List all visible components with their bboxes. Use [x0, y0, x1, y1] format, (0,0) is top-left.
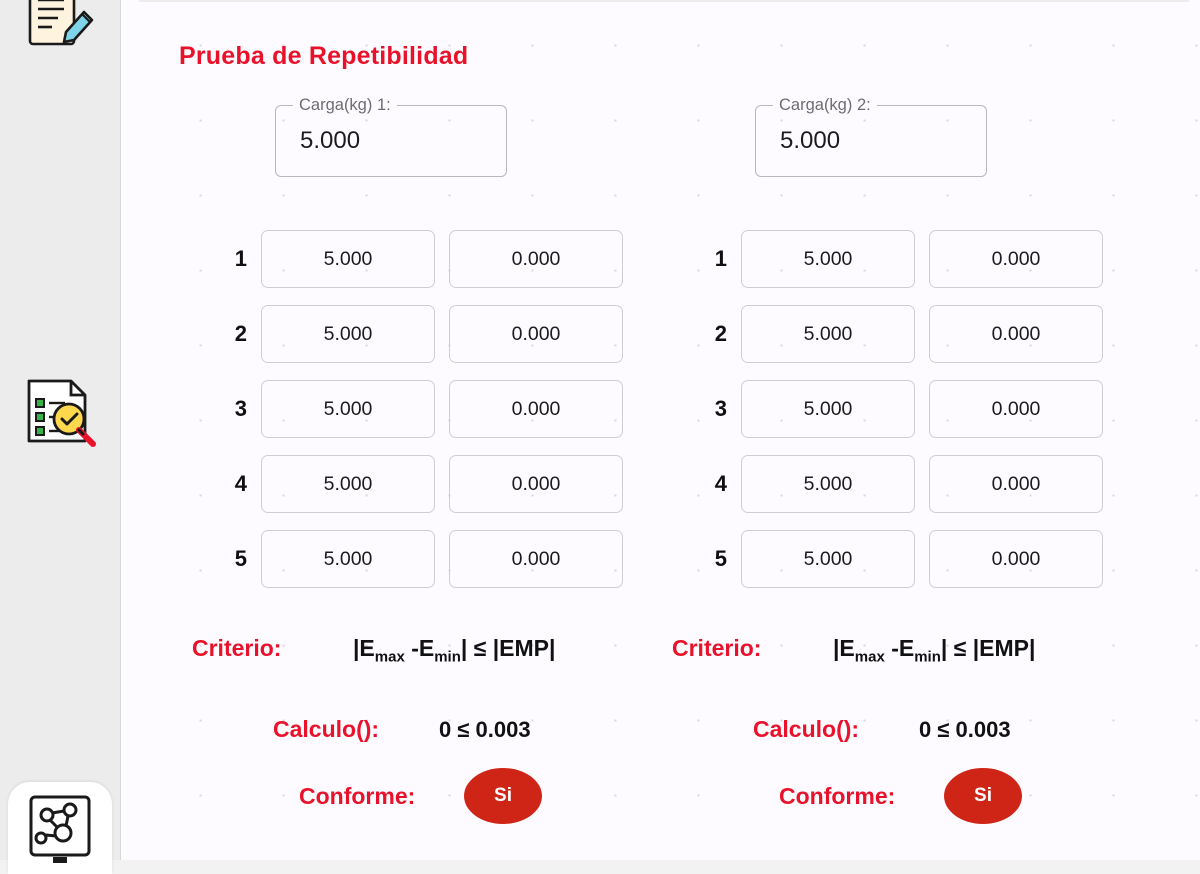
criterio-formula-pre: |E	[833, 635, 855, 661]
load-field-2-label: Carga(kg) 2:	[773, 94, 877, 116]
error-field[interactable]: 0.000	[449, 380, 623, 438]
conforme-label: Conforme:	[779, 783, 896, 809]
row-index: 1	[714, 246, 727, 271]
criterio-formula-post: | ≤ |EMP|	[940, 635, 1036, 661]
error-field[interactable]: 0.000	[929, 455, 1103, 513]
notes-icon[interactable]	[18, 0, 102, 66]
criterio-formula-post: | ≤ |EMP|	[460, 635, 556, 661]
row-index: 1	[234, 246, 247, 271]
reading-field[interactable]: 5.000	[741, 380, 915, 438]
reading-field[interactable]: 5.000	[261, 455, 435, 513]
error-field[interactable]: 0.000	[449, 455, 623, 513]
criterio-formula-sub-max: max	[854, 648, 885, 666]
criterio-formula-sub-min: min	[914, 648, 941, 666]
report-icon[interactable]	[18, 372, 102, 456]
row-index: 2	[234, 321, 247, 346]
error-field[interactable]: 0.000	[449, 230, 623, 288]
reading-field[interactable]: 5.000	[261, 380, 435, 438]
reading-field[interactable]: 5.000	[741, 455, 915, 513]
error-field[interactable]: 0.000	[929, 230, 1103, 288]
conforme-status-badge[interactable]: Si	[944, 768, 1022, 824]
calculo-value: 0 ≤ 0.003	[439, 717, 531, 742]
calculo-label: Calculo():	[753, 716, 860, 742]
top-divider	[139, 0, 1189, 2]
load-field-2-value: 5.000	[780, 127, 841, 154]
load-field-1-label: Carga(kg) 1:	[293, 94, 397, 116]
reading-field[interactable]: 5.000	[261, 305, 435, 363]
criterio-formula-mid: -E	[884, 635, 915, 661]
reading-field[interactable]: 5.000	[261, 530, 435, 588]
reading-field[interactable]: 5.000	[741, 530, 915, 588]
error-field[interactable]: 0.000	[929, 305, 1103, 363]
calculo-value: 0 ≤ 0.003	[919, 717, 1011, 742]
error-field[interactable]: 0.000	[929, 380, 1103, 438]
reading-field[interactable]: 5.000	[741, 305, 915, 363]
error-field[interactable]: 0.000	[449, 530, 623, 588]
load-field-2[interactable]	[755, 96, 987, 177]
criterio-formula	[353, 635, 555, 666]
criterio-formula	[833, 635, 1035, 666]
row-index: 5	[714, 546, 727, 571]
criterio-label: Criterio:	[672, 635, 762, 661]
criterio-formula-pre: |E	[353, 635, 375, 661]
chart-icon[interactable]	[8, 782, 112, 874]
repeatability-panel	[121, 0, 1200, 860]
load-field-1[interactable]	[275, 96, 507, 177]
row-index: 4	[234, 471, 247, 496]
row-index: 4	[714, 471, 727, 496]
error-field[interactable]: 0.000	[449, 305, 623, 363]
conforme-label: Conforme:	[299, 783, 416, 809]
criterio-formula-sub-min: min	[434, 648, 461, 666]
calculo-label: Calculo():	[273, 716, 380, 742]
conforme-status-badge[interactable]: Si	[464, 768, 542, 824]
left-rail	[0, 0, 121, 860]
load-field-1-value: 5.000	[300, 127, 361, 154]
criterio-label: Criterio:	[192, 635, 282, 661]
criterio-formula-sub-max: max	[374, 648, 405, 666]
page-title: Prueba de Repetibilidad	[179, 42, 469, 70]
error-field[interactable]: 0.000	[929, 530, 1103, 588]
row-index: 3	[714, 396, 727, 421]
row-index: 5	[234, 546, 247, 571]
criterio-formula-mid: -E	[404, 635, 435, 661]
row-index: 2	[714, 321, 727, 346]
reading-field[interactable]: 5.000	[261, 230, 435, 288]
reading-field[interactable]: 5.000	[741, 230, 915, 288]
row-index: 3	[234, 396, 247, 421]
